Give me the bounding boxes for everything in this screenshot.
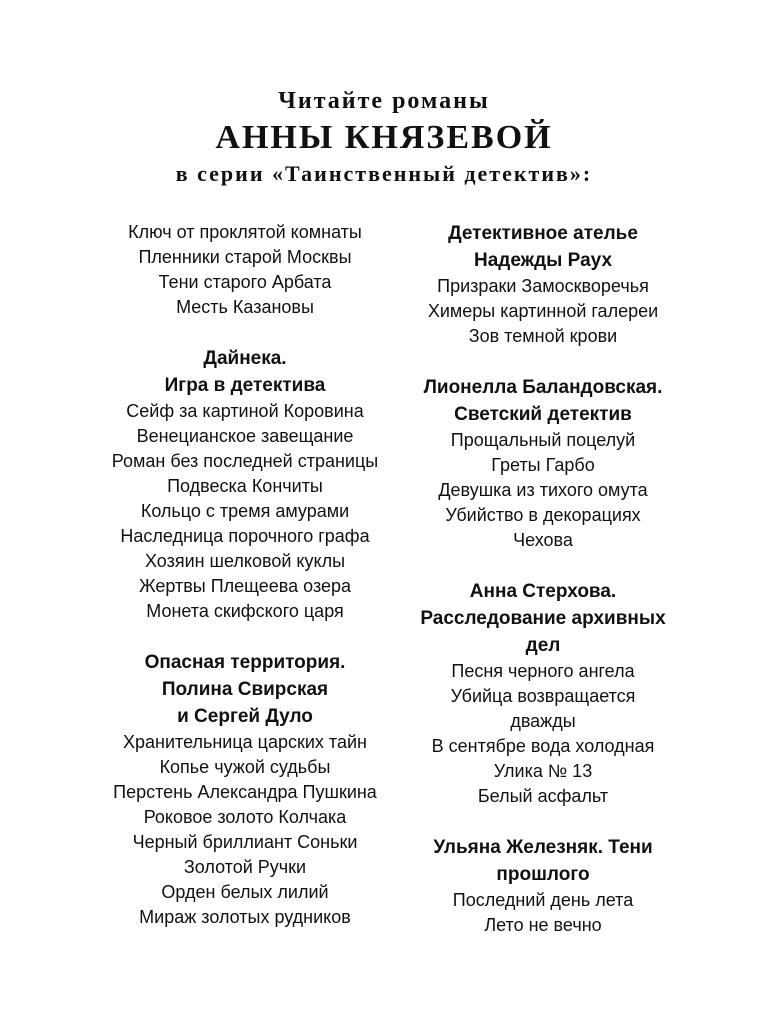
author-name: АННЫ КНЯЗЕВОЙ xyxy=(215,119,553,156)
series-block xyxy=(402,578,684,809)
series-title: Игра в детектива xyxy=(164,375,326,396)
series-title: Расследование архивных xyxy=(420,608,666,629)
book-title: Девушка из тихого омута xyxy=(438,480,648,500)
book-title: Жертвы Плещеева озера xyxy=(138,576,352,596)
book-title: Химеры картинной галереи xyxy=(427,301,659,321)
book-title: Улика № 13 xyxy=(493,761,593,781)
book-title: Роман без последней страницы xyxy=(111,451,379,471)
book-title: Подвеска Кончиты xyxy=(167,476,323,496)
series-caption: в серии «Таинственный детектив»: xyxy=(175,161,593,186)
book-title: Хозяин шелковой куклы xyxy=(144,551,346,571)
book-title: Золотой Ручки xyxy=(183,857,307,877)
series-title: Анна Стерхова. xyxy=(469,581,617,602)
series-block xyxy=(90,345,400,624)
series-block xyxy=(402,220,684,349)
left-column xyxy=(90,220,400,955)
book-title: Копье чужой судьбы xyxy=(159,757,331,777)
book-title: дважды xyxy=(510,711,576,731)
series-title: Полина Свирская xyxy=(161,679,329,700)
book-title: Песня черного ангела xyxy=(451,661,635,681)
book-title: Черный бриллиант Соньки xyxy=(132,832,358,852)
series-block xyxy=(402,834,684,938)
book-title: Прощальный поцелуй xyxy=(450,430,636,450)
book-title: Хранительница царских тайн xyxy=(123,732,367,752)
series-title: Надежды Раух xyxy=(473,250,613,271)
page-header xyxy=(0,84,768,190)
book-title: Перстень Александра Пушкина xyxy=(113,782,377,802)
book-title: Сейф за картиной Коровина xyxy=(126,401,364,421)
book-title: Лето не вечно xyxy=(484,915,602,935)
series-block xyxy=(90,649,400,930)
book-title: Венецианское завещание xyxy=(136,426,354,446)
series-title: прошлого xyxy=(496,864,590,885)
series-title: Дайнека. xyxy=(203,348,287,369)
series-title: Ульяна Железняк. Тени xyxy=(433,837,653,858)
series-block xyxy=(90,220,400,320)
book-title: Белый асфальт xyxy=(477,786,609,806)
series-title: Светский детектив xyxy=(454,404,632,425)
right-column xyxy=(402,220,684,963)
book-title: Месть Казановы xyxy=(176,297,314,317)
book-title: Призраки Замоскворечья xyxy=(437,276,649,296)
book-title: Орден белых лилий xyxy=(161,882,329,902)
series-title: дел xyxy=(525,635,561,656)
book-title: Убийца возвращается xyxy=(450,686,636,706)
book-title: Чехова xyxy=(513,530,573,550)
series-block xyxy=(402,374,684,553)
book-title: Монета скифского царя xyxy=(146,601,344,621)
book-title: Последний день лета xyxy=(452,890,634,910)
book-title: Убийство в декорациях xyxy=(445,505,641,525)
book-title: Тени старого Арбата xyxy=(158,272,332,292)
book-title: Ключ от проклятой комнаты xyxy=(128,222,362,242)
book-title: Наследница порочного графа xyxy=(120,526,370,546)
series-title: и Сергей Дуло xyxy=(177,706,313,727)
book-title: Пленники старой Москвы xyxy=(138,247,352,267)
series-title: Детективное ателье xyxy=(448,223,638,244)
book-title: Роковое золото Колчака xyxy=(143,807,347,827)
series-title: Опасная территория. xyxy=(144,652,346,673)
book-title: Греты Гарбо xyxy=(491,455,595,475)
series-title: Лионелла Баландовская. xyxy=(423,377,663,398)
book-title: Мираж золотых рудников xyxy=(139,907,351,927)
book-title: Зов темной крови xyxy=(468,326,618,346)
header-intro: Читайте романы xyxy=(278,88,490,114)
book-title: Кольцо с тремя амурами xyxy=(140,501,350,521)
book-title: В сентябре вода холодная xyxy=(431,736,655,756)
